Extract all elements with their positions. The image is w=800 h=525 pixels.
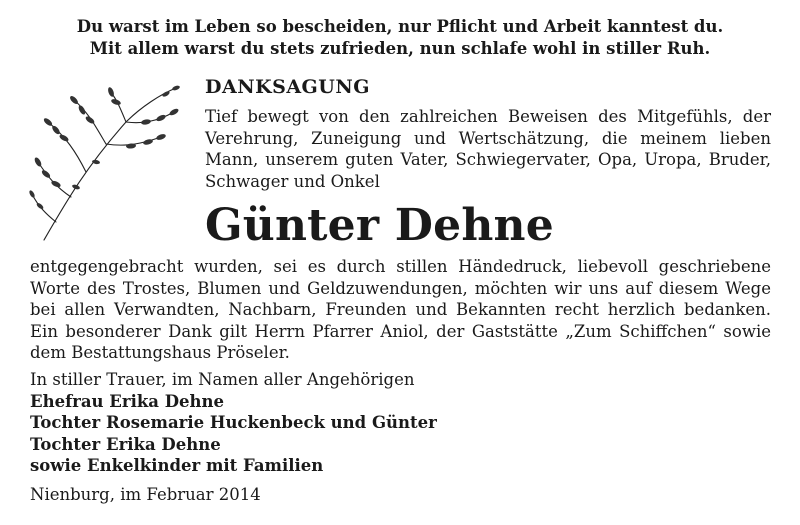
mourner-name: Tochter Erika Dehne: [30, 434, 221, 454]
memorial-verse: [0, 16, 800, 60]
verse-line-2: Mit allem warst du stets zufrieden, nun schlafe wohl in stiller Ruh.: [89, 39, 711, 58]
thanks-paragraph: entgegengebracht wurden, sei es durch stillen Händedruck, liebevoll geschriebene Worte des Trostes, Blumen und Geldzuwendungen, möchten wir uns auf diesem Wege bei allen Verwandten, Nachbarn, Freunden und Bekannten recht herzlich bedanken. Ein besonderer Dank gilt Herrn Pfarrer Aniol, der Gaststätte „Zum Schiffchen“ sowie dem Bestattungshaus Pröseler.: [30, 257, 771, 362]
mourner-name: Tochter Rosemarie Huckenbeck und Günter: [30, 413, 437, 432]
leafy-branch-icon: [26, 82, 186, 242]
deceased-name: Günter Dehne: [205, 200, 554, 251]
mourner-name: sowie Enkelkinder mit Familien: [30, 456, 324, 475]
intro-paragraph: Tief bewegt von den zahlreichen Beweisen des Mitgefühls, der Verehrung, Zuneigung und Wertschätzung, die meinem lieben Mann, unserem guten Vater, Schwiegervater, Opa, Uropa, Bruder, Schwager und Onkel: [205, 107, 771, 191]
verse-line-1: Du warst im Leben so bescheiden, nur Pflicht und Arbeit kanntest du.: [76, 17, 724, 36]
mourner-name: Ehefrau Erika Dehne: [30, 391, 224, 411]
mourners-block: [30, 369, 437, 477]
place-date: Nienburg, im Februar 2014: [30, 485, 261, 504]
heading-danksagung: DANKSAGUNG: [205, 76, 370, 98]
mourners-intro: In stiller Trauer, im Namen aller Angehörigen: [30, 370, 415, 389]
